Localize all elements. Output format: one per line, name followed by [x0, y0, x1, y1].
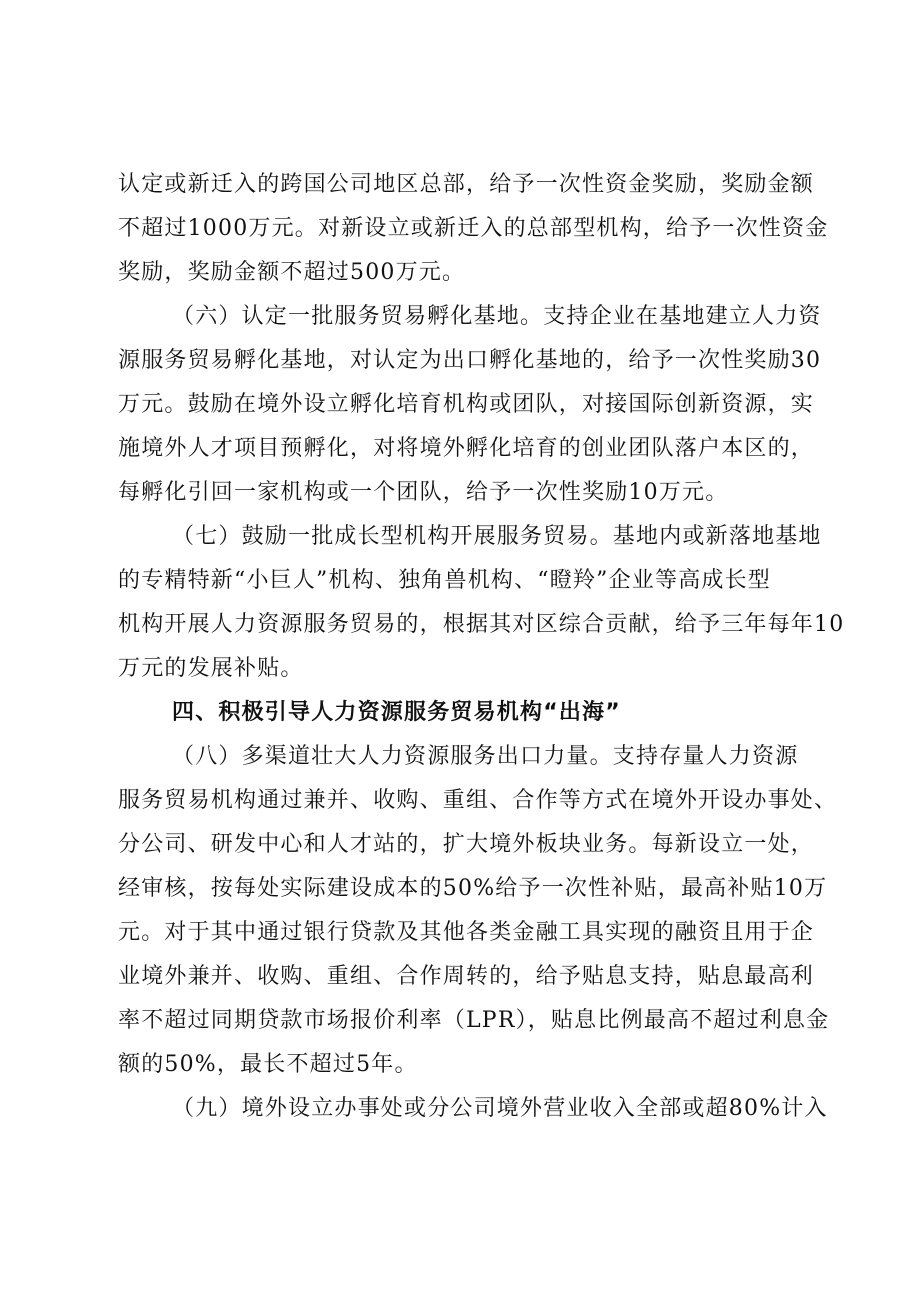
paragraph-line: 源服务贸易孵化基地，对认定为出口孵化基地的，给予一次性奖励30	[118, 348, 822, 373]
paragraph-line: 机构开展人力资源服务贸易的，根据其对区综合贡献，给予三年每年10	[118, 612, 845, 637]
paragraph-line: 元。对于其中通过银行贷款及其他各类金融工具实现的融资且用于企	[118, 920, 815, 945]
paragraph-line: 的专精特新“小巨人”机构、独角兽机构、“瞪羚”企业等高成长型	[118, 568, 771, 593]
paragraph-line: 业境外兼并、收购、重组、合作周转的，给予贴息支持，贴息最高利	[118, 964, 815, 989]
paragraph-line: 万元。鼓励在境外设立孵化培育机构或团队，对接国际创新资源，实	[118, 392, 815, 417]
paragraph-line: （七）鼓励一批成长型机构开展服务贸易。基地内或新落地基地	[172, 524, 822, 549]
paragraph-line: 分公司、研发中心和人才站的，扩大境外板块业务。每新设立一处，	[118, 832, 815, 857]
paragraph-line: 施境外人才项目预孵化，对将境外孵化培育的创业团队落户本区的，	[118, 436, 815, 461]
paragraph-line: （八）多渠道壮大人力资源服务出口力量。支持存量人力资源	[172, 744, 799, 769]
paragraph-line: 额的50%，最长不超过5年。	[118, 1052, 418, 1077]
paragraph-line: 不超过1000万元。对新设立或新迁入的总部型机构，给予一次性资金	[118, 216, 829, 241]
section-heading: 四、积极引导人力资源服务贸易机构“出海”	[172, 700, 621, 725]
paragraph-line: 率不超过同期贷款市场报价利率（LPR），贴息比例最高不超过利息金	[118, 1008, 830, 1033]
paragraph-line: 服务贸易机构通过兼并、收购、重组、合作等方式在境外开设办事处、	[118, 788, 838, 813]
paragraph-line: 万元的发展补贴。	[118, 656, 304, 681]
paragraph-line: （六）认定一批服务贸易孵化基地。支持企业在基地建立人力资	[172, 304, 822, 329]
paragraph-line: 奖励，奖励金额不超过500万元。	[118, 260, 466, 285]
paragraph-line: 认定或新迁入的跨国公司地区总部，给予一次性资金奖励，奖励金额	[118, 172, 815, 197]
paragraph-line: 每孵化引回一家机构或一个团队，给予一次性奖励10万元。	[118, 480, 729, 505]
paragraph-line: （九）境外设立办事处或分公司境外营业收入全部或超80%计入	[172, 1096, 828, 1121]
paragraph-line: 经审核，按每处实际建设成本的50%给予一次性补贴，最高补贴10万	[118, 876, 828, 901]
